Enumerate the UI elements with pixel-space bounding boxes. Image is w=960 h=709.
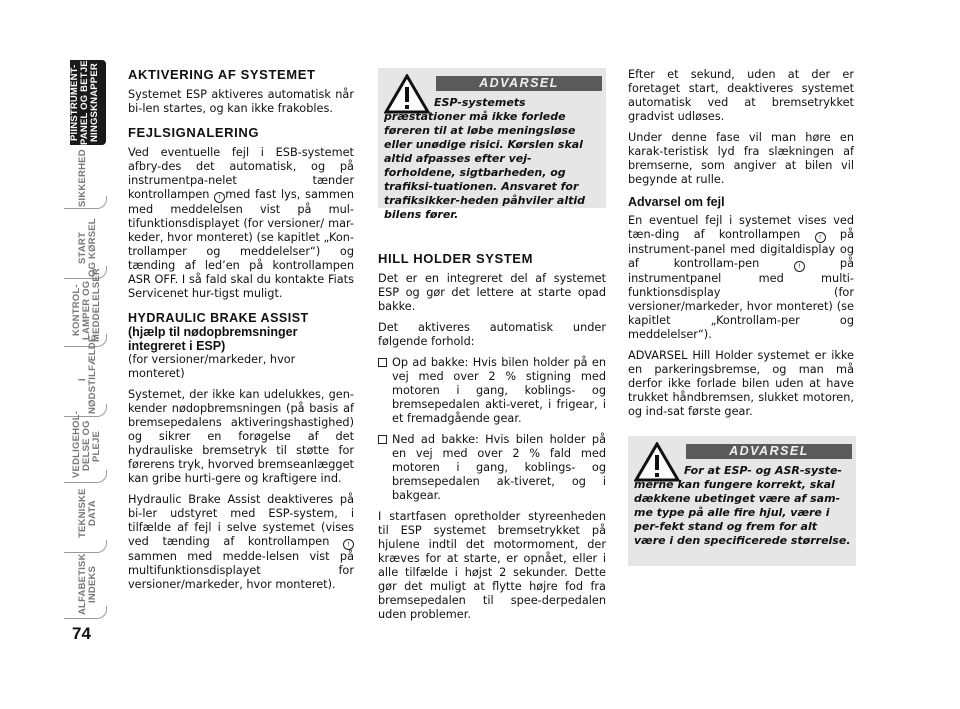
warning-text: ESP-systemets præstationer må ikke forlede føreren til at løbe meningsløse eller unødige risici. Kørslen skal altid afpasses efter vej-forholdene, sigtbarheden, og trafiksi-tuationen. Ansvaret for trafiksikker-heden påhviler altid bilens fører. [384,96,586,221]
text: sammen med medde-lelsen vist på multifunktionsdisplayet for versioner/markeder, hvor monteret). [128,550,354,591]
text: Ved eventuelle fejl i ESB-systemet afbry-des det automatisk, og på instrumentpa-nelet tænder kontrollampen [128,146,354,201]
list-text: Ned ad bakke: Hvis bilen holder på en vej med over 2 % fald med motoren i gang, koblings- og bremsepedalen ak-tiveret, og i bakgear. [392,433,606,502]
warning-box [378,68,606,221]
warning-text: For at ESP- og ASR-syste-merne kan fungere korrekt, skal dækkene ubetinget være af sam-me type på alle fire hjul, være i per-fekt stand og frem for alt være i den specificerede størrelse. [634,464,851,547]
text: på instrument-panel med digitaldisplay og af kontrollam-pen [628,228,854,270]
esp-lamp-icon: ! [815,232,826,243]
warning-banner: ADVARSEL [686,444,852,459]
esp-lamp-icon: ! [343,539,354,550]
tab-maintenance[interactable] [64,410,106,478]
tab-label: I NØDSTILFÆLDE [77,335,98,414]
checkbox-bullet-icon [378,435,387,444]
page-number: 74 [72,624,91,643]
text: med fast lys, sammen med meddelelsen vist på mul-tifunktionsdisplayet (for versioner/ mar-keder, hvor monteret) (se kapitlet „Kon-trollamper og meddelelser“) og tænding af led’en på kontrollampen ASR OFF. I så fald skal du kontakte Fiats Servicenet hur-tigst muligt. [128,188,354,300]
tab-label: PIINSTRUMENT- PANEL OG BETJE- NINGSKNAPPER [69,56,100,145]
warning-banner: ADVARSEL [436,76,602,91]
paragraph: Efter et sekund, uden at der er foretaget start, deaktiveres systemet automatisk ved at bremsetrykket gradvist udløses. [628,68,854,123]
heading-line: HYDRAULIC BRAKE ASSIST [128,311,309,325]
tab-label: VEDLIGEHOL- DELSE OG PLEJE [71,410,102,478]
tab-technical-data[interactable] [64,482,106,544]
tab-divider [64,606,107,619]
tab-label: TEKNISKE DATA [77,488,98,538]
heading-line: (hjælp til nødopbremsninger [128,325,298,339]
list-item [378,433,606,503]
paragraph: Det er en integreret del af systemet ESP og gør det lettere at starte opad bakke. [378,272,606,313]
paragraph: Systemet, der ikke kan udelukkes, gen-kender nødopbremsningen (på basis af bremsepedalens aktiveringshastighed) og sikrer en forøgelse af det hydrauliske bremsetryk til støtte for førerens tryk, hvorved bremseanlægget kan gribe hurti-gere og kraftigere ind. [128,388,354,485]
condition-list [378,356,606,503]
paragraph: ADVARSEL Hill Holder systemet er ikke en parkeringsbremse, og man må derfor ikke forlade bilen uden at have trukket håndbremsen, slukket motoren, og ind-sat første gear. [628,349,854,418]
tab-label: SIKKERHED [77,149,88,207]
tab-divider [64,196,107,209]
esp-lamp-icon: ! [794,261,805,272]
tab-label: START OG KØRSEL [77,218,98,278]
checkbox-bullet-icon [378,358,387,367]
warning-box [628,436,856,566]
paragraph: Under denne fase vil man høre en karak-teristisk lyd fra slækningen af bremserne, som angiver at bilen vil begynde at rulle. [628,131,854,186]
text: En eventuel fejl i systemet vises ved tæn-ding af kontrollampen [628,214,854,241]
heading-hba [128,311,354,381]
list-item [378,356,606,426]
esp-lamp-icon: ! [214,192,225,203]
text: på instrumentpanel med multi-funktionsdisplay (for versioner/markeder, hvor monteret) (se kapitlet „Kontrollam-per og meddelelser“). [628,257,855,341]
heading-fault-warning: Advarsel om fejl [628,195,725,209]
paragraph: Systemet ESP aktiveres automatisk når bi-len startes, og kan ikke frakobles. [128,88,354,115]
tab-warning-lamps[interactable] [64,268,106,342]
paragraph: Det aktiveres automatisk under følgende forhold: [378,321,606,348]
paragraph [128,493,354,592]
tab-label: KONTROL- LAMPER OG MEDDELELSER [71,268,102,342]
list-text: Op ad bakke: Hvis bilen holder på en vej med over 2 % stigning med motoren i gang, koblings- og bremsepedalen akti-veret, i frigear, i et fremadgående gear. [392,356,606,425]
heading-line: integreret i ESP) [128,339,226,353]
heading-activation: AKTIVERING AF SYSTEMET [128,67,316,82]
column-right [628,68,854,426]
paragraph [128,146,354,301]
text: Hydraulic Brake Assist deaktiveres på bi-ler udstyret med ESP-system, i tilfælde af fejl i selve systemet (vises ved tænding af kontrollampen [128,493,354,548]
heading-note: (for versioner/markeder, hvor monteret) [128,353,296,380]
column-left [128,68,354,599]
tab-instrument-panel[interactable] [69,56,106,145]
column-middle [378,252,606,629]
heading-hill-holder: HILL HOLDER SYSTEM [378,251,534,266]
paragraph: I startfasen opretholder styreenheden til ESP systemet bremsetrykket på hjulene indtil det motormoment, der kræves for at starte, er opnået, eller i alle tilfælde i højst 2 sekunder. Dette gør det muligt at flytte højre fod fra bremsepedalen til spee-derpedalen uden problemer. [378,510,606,621]
tab-label: ALFABETISK INDEKS [77,553,98,615]
heading-fault: FEJLSIGNALERING [128,125,260,140]
paragraph [628,214,854,342]
